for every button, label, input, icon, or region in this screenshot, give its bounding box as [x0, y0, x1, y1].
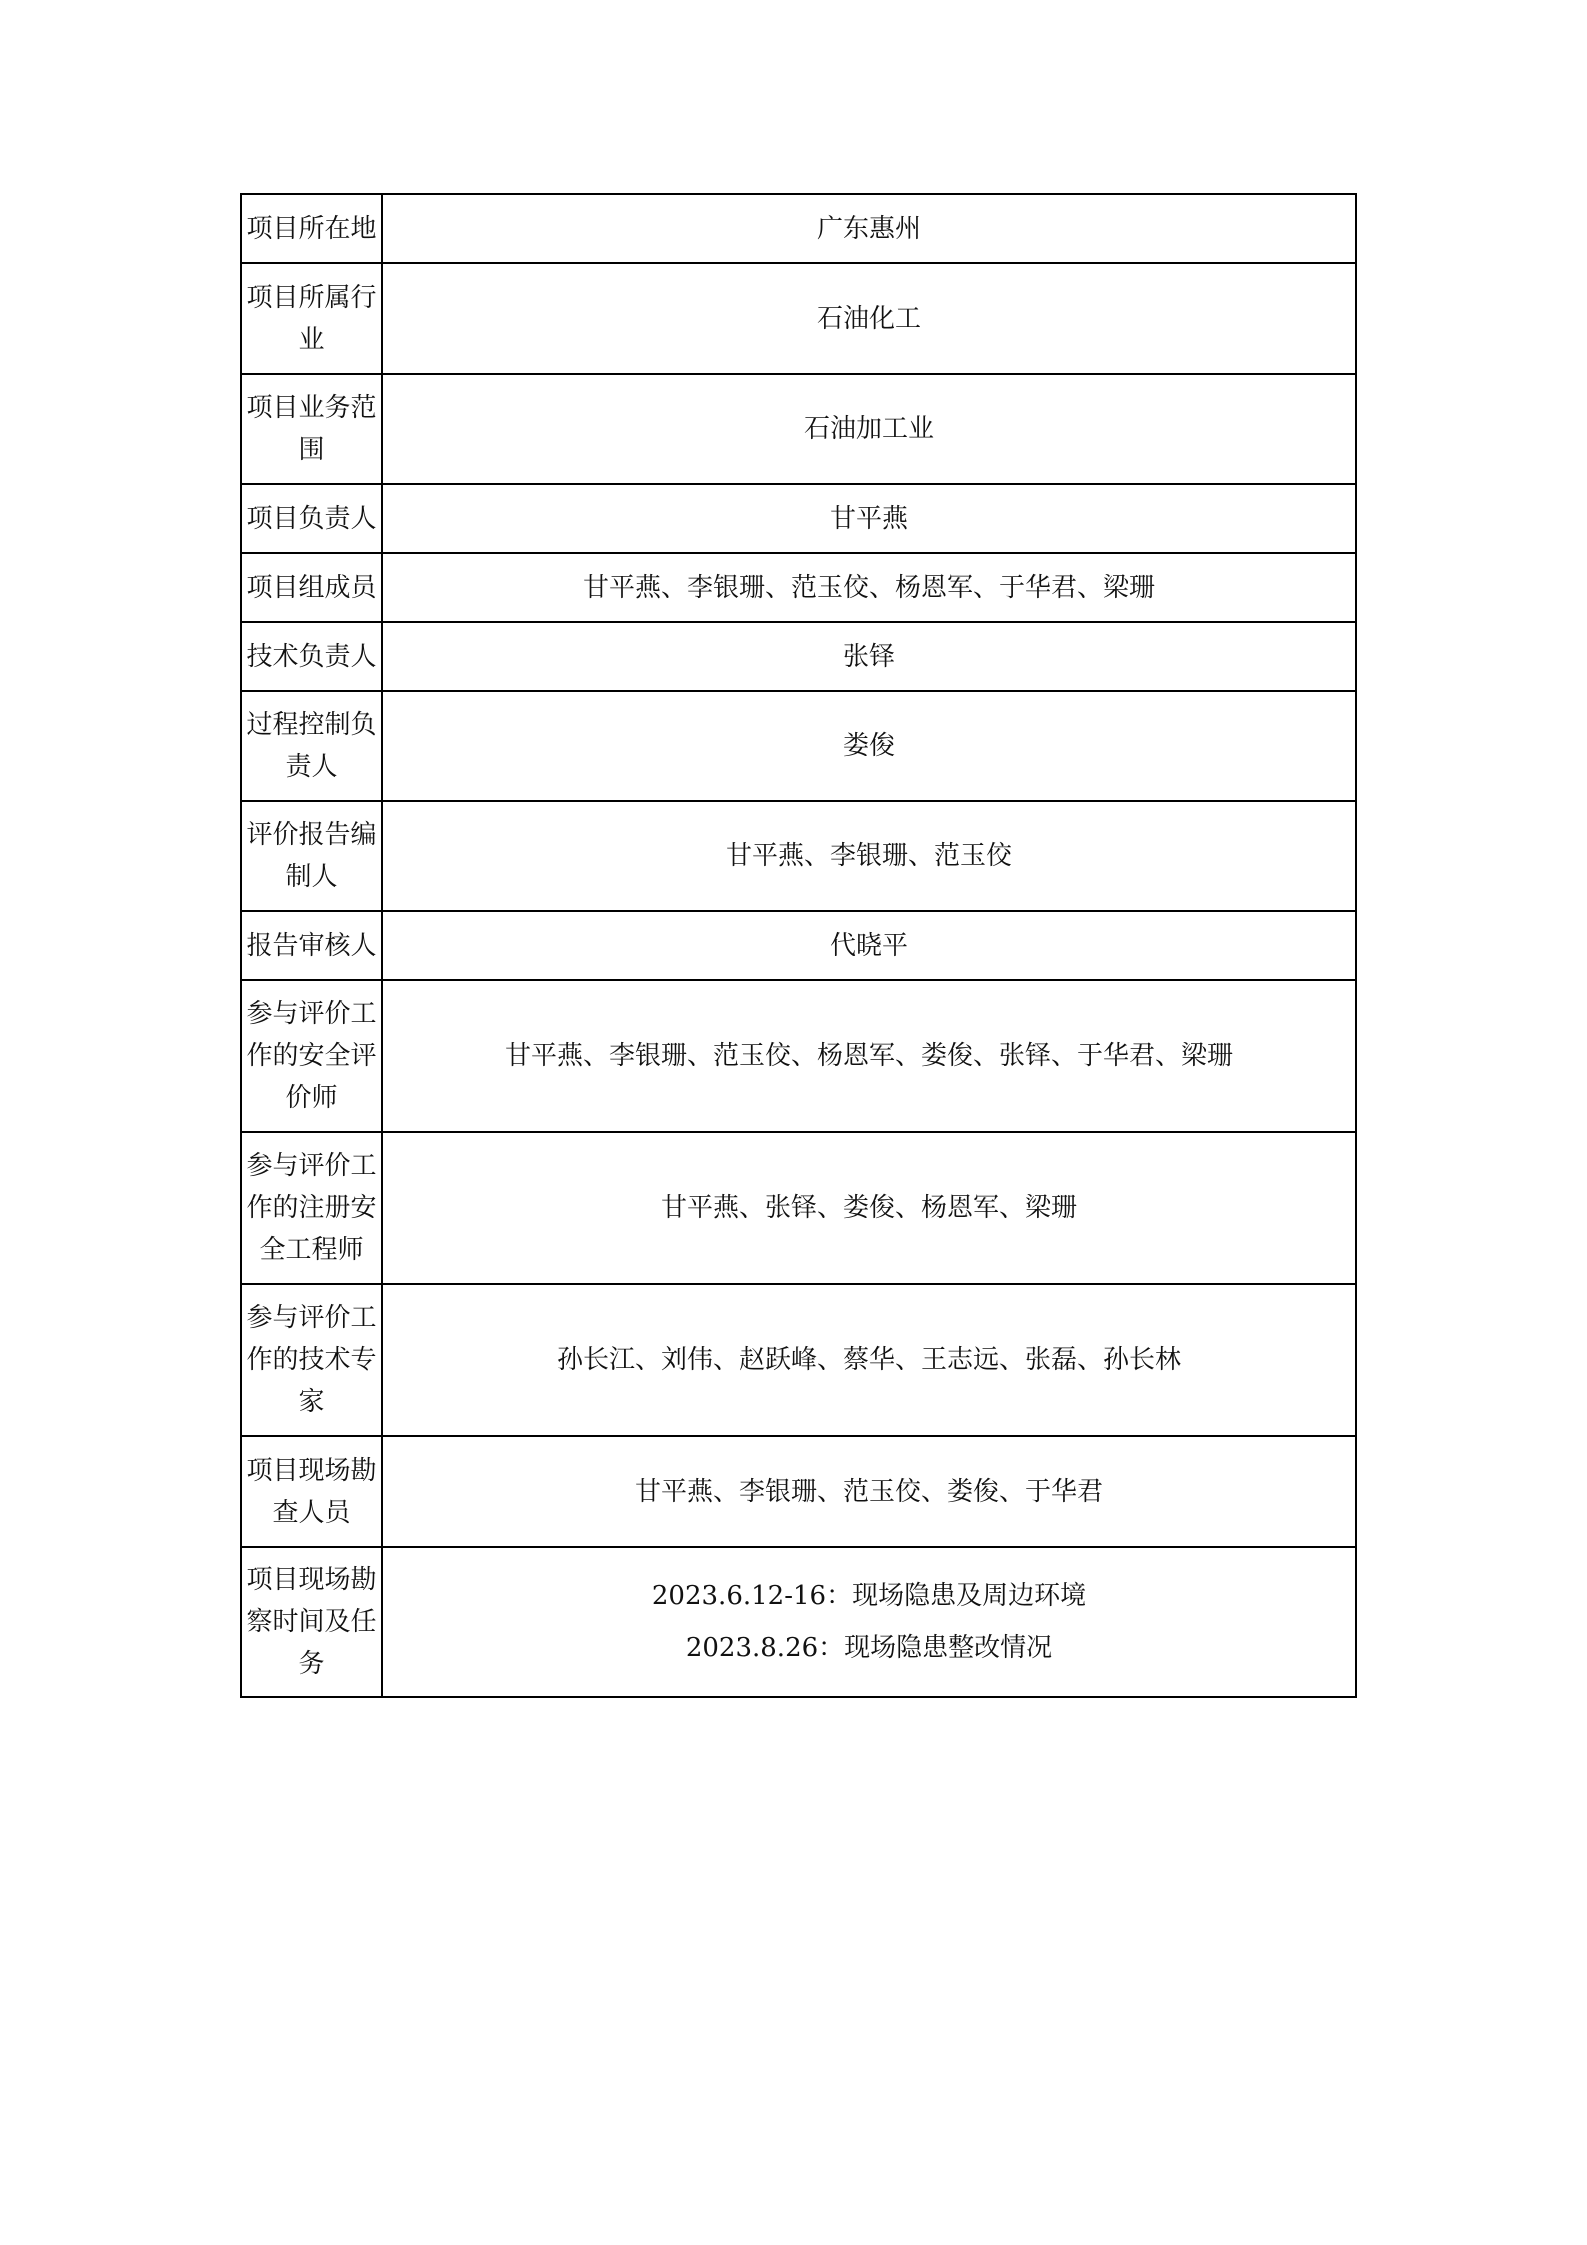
row-label: 报告审核人	[241, 911, 382, 980]
row-label: 参与评价工作的注册安全工程师	[241, 1132, 382, 1284]
row-label: 评价报告编制人	[241, 801, 382, 911]
table-row	[241, 980, 1356, 1132]
table-row	[241, 1132, 1356, 1284]
row-label: 项目所在地	[241, 194, 382, 263]
survey-line: 2023.6.12-16：现场隐患及周边环境	[651, 1581, 1087, 1611]
row-label: 项目负责人	[241, 484, 382, 553]
table-row	[241, 801, 1356, 911]
row-label: 参与评价工作的技术专家	[241, 1284, 382, 1436]
row-label: 项目现场勘察时间及任务	[241, 1547, 382, 1697]
table-row	[241, 1436, 1356, 1547]
table-row	[241, 263, 1356, 374]
table-row	[241, 194, 1356, 263]
table-row	[241, 484, 1356, 553]
row-value: 甘平燕、张铎、娄俊、杨恩军、梁珊	[382, 1132, 1356, 1284]
row-value: 甘平燕	[382, 484, 1356, 553]
row-label: 项目所属行业	[241, 263, 382, 374]
row-label: 项目组成员	[241, 553, 382, 622]
row-label: 技术负责人	[241, 622, 382, 691]
row-value: 甘平燕、李银珊、范玉佼、娄俊、于华君	[382, 1436, 1356, 1547]
table-row	[241, 553, 1356, 622]
row-value	[382, 1547, 1356, 1697]
table-row	[241, 1547, 1356, 1697]
row-value: 石油化工	[382, 263, 1356, 374]
row-label: 过程控制负责人	[241, 691, 382, 801]
row-value: 甘平燕、李银珊、范玉佼、杨恩军、娄俊、张铎、于华君、梁珊	[382, 980, 1356, 1132]
row-value: 石油加工业	[382, 374, 1356, 484]
row-value: 代晓平	[382, 911, 1356, 980]
table-row	[241, 374, 1356, 484]
table-row	[241, 1284, 1356, 1436]
table-row	[241, 691, 1356, 801]
row-value: 张铎	[382, 622, 1356, 691]
row-value: 孙长江、刘伟、赵跃峰、蔡华、王志远、张磊、孙长林	[382, 1284, 1356, 1436]
row-value: 广东惠州	[382, 194, 1356, 263]
survey-line: 2023.8.26：现场隐患整改情况	[685, 1633, 1053, 1663]
project-info-table	[240, 193, 1357, 1698]
table-row	[241, 911, 1356, 980]
row-label: 项目业务范围	[241, 374, 382, 484]
table-row	[241, 622, 1356, 691]
row-value: 甘平燕、李银珊、范玉佼、杨恩军、于华君、梁珊	[382, 553, 1356, 622]
row-value: 娄俊	[382, 691, 1356, 801]
row-label: 参与评价工作的安全评价师	[241, 980, 382, 1132]
row-value: 甘平燕、李银珊、范玉佼	[382, 801, 1356, 911]
row-label: 项目现场勘查人员	[241, 1436, 382, 1547]
